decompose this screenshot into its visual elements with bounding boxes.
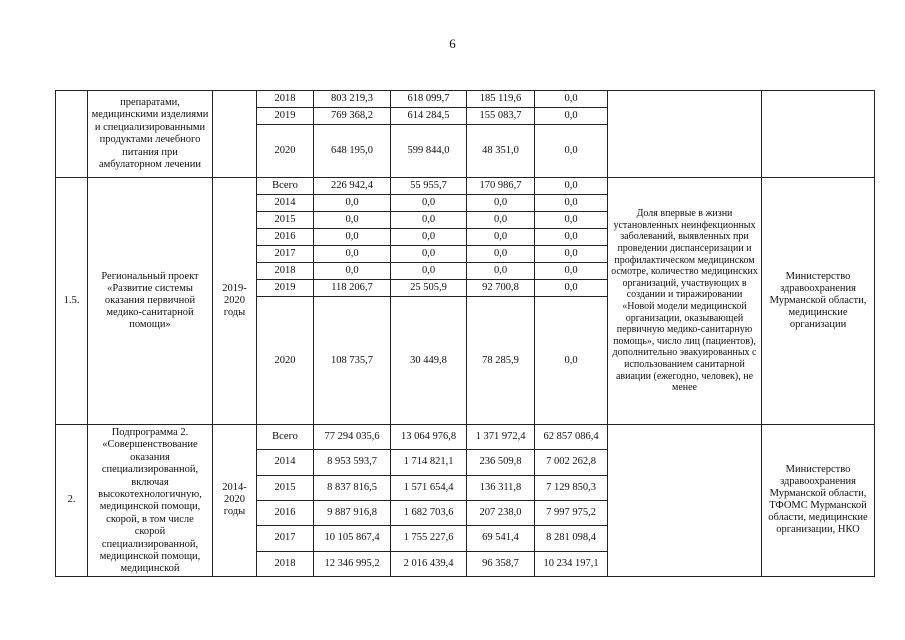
fund-cell: 0,0 bbox=[535, 91, 608, 108]
fund-cell: 0,0 bbox=[535, 195, 608, 212]
measure-name: Подпрограмма 2. «Совершенствование оказания специализированной, включая высокотехнологичную, медицинской помощи, скорой, в том числе скорой специализированной, медицинской помощи, медицинской bbox=[88, 425, 213, 577]
fund-cell: 30 449,8 bbox=[391, 297, 467, 425]
fund-cell: 207 238,0 bbox=[467, 500, 535, 525]
fund-cell: 185 119,6 bbox=[467, 91, 535, 108]
indicator-cell: Доля впервые в жизни установленных неинфекционных заболеваний, выявленных при проведении диспансеризации и профилактическом медицинском осмотре, количество медицинских организаций, участвующих в создании и тиражировании «Новой модели медицинской организации, оказывающей первичную медико-санитарную помощь», число лиц (пациентов), дополнительно эвакуированных с использованием санитарной авиации (ежегодно, человек), не менее bbox=[608, 178, 762, 425]
fund-cell: 0,0 bbox=[391, 212, 467, 229]
year-cell: 2014 bbox=[257, 450, 314, 475]
year-cell: 2018 bbox=[257, 263, 314, 280]
fund-cell: 614 284,5 bbox=[391, 108, 467, 125]
fund-cell: 1 755 227,6 bbox=[391, 526, 467, 551]
fund-cell: 1 371 972,4 bbox=[467, 425, 535, 450]
year-cell: Всего bbox=[257, 178, 314, 195]
fund-cell: 0,0 bbox=[535, 212, 608, 229]
fund-cell: 0,0 bbox=[391, 246, 467, 263]
period-cell: 2019-2020 годы bbox=[213, 178, 257, 425]
year-cell: 2014 bbox=[257, 195, 314, 212]
year-cell: Всего bbox=[257, 425, 314, 450]
year-cell: 2019 bbox=[257, 108, 314, 125]
fund-cell: 0,0 bbox=[467, 212, 535, 229]
total-cell: 0,0 bbox=[314, 263, 391, 280]
year-cell: 2017 bbox=[257, 526, 314, 551]
indicator-cell bbox=[608, 91, 762, 178]
fund-cell: 25 505,9 bbox=[391, 280, 467, 297]
fund-cell: 7 129 850,3 bbox=[535, 475, 608, 500]
year-cell: 2016 bbox=[257, 229, 314, 246]
year-cell: 2015 bbox=[257, 475, 314, 500]
year-cell: 2016 bbox=[257, 500, 314, 525]
fund-cell: 7 997 975,2 bbox=[535, 500, 608, 525]
year-cell: 2019 bbox=[257, 280, 314, 297]
year-cell: 2018 bbox=[257, 91, 314, 108]
year-cell: 2017 bbox=[257, 246, 314, 263]
fund-cell: 170 986,7 bbox=[467, 178, 535, 195]
period-cell bbox=[213, 91, 257, 178]
fund-cell: 0,0 bbox=[535, 297, 608, 425]
fund-cell: 0,0 bbox=[535, 229, 608, 246]
total-cell: 9 887 916,8 bbox=[314, 500, 391, 525]
fund-cell: 0,0 bbox=[467, 195, 535, 212]
executor-cell: Министерство здравоохранения Мурманской области, медицинские организации bbox=[762, 178, 875, 425]
total-cell: 118 206,7 bbox=[314, 280, 391, 297]
total-cell: 8 837 816,5 bbox=[314, 475, 391, 500]
fund-cell: 1 682 703,6 bbox=[391, 500, 467, 525]
fund-cell: 136 311,8 bbox=[467, 475, 535, 500]
fund-cell: 0,0 bbox=[535, 280, 608, 297]
total-cell: 108 735,7 bbox=[314, 297, 391, 425]
period-cell: 2014-2020 годы bbox=[213, 425, 257, 577]
indicator-cell bbox=[608, 425, 762, 577]
year-cell: 2015 bbox=[257, 212, 314, 229]
fund-cell: 0,0 bbox=[535, 263, 608, 280]
fund-cell: 62 857 086,4 bbox=[535, 425, 608, 450]
fund-cell: 599 844,0 bbox=[391, 125, 467, 178]
total-cell: 12 346 995,2 bbox=[314, 551, 391, 576]
total-cell: 803 219,3 bbox=[314, 91, 391, 108]
fund-cell: 0,0 bbox=[467, 246, 535, 263]
num-cell bbox=[56, 91, 88, 178]
table-row bbox=[56, 425, 875, 450]
fund-cell: 55 955,7 bbox=[391, 178, 467, 195]
fund-cell: 236 509,8 bbox=[467, 450, 535, 475]
year-cell: 2020 bbox=[257, 125, 314, 178]
total-cell: 0,0 bbox=[314, 212, 391, 229]
table-row bbox=[56, 91, 875, 108]
fund-cell: 13 064 976,8 bbox=[391, 425, 467, 450]
executor-cell: Министерство здравоохранения Мурманской области, ТФОМС Мурманской области, медицинские организации, НКО bbox=[762, 425, 875, 577]
table-row bbox=[56, 178, 875, 195]
total-cell: 769 368,2 bbox=[314, 108, 391, 125]
fund-cell: 0,0 bbox=[391, 263, 467, 280]
year-cell: 2020 bbox=[257, 297, 314, 425]
fund-cell: 618 099,7 bbox=[391, 91, 467, 108]
fund-cell: 0,0 bbox=[467, 229, 535, 246]
total-cell: 0,0 bbox=[314, 246, 391, 263]
num-cell: 2. bbox=[56, 425, 88, 577]
fund-cell: 92 700,8 bbox=[467, 280, 535, 297]
page-number: 6 bbox=[449, 36, 456, 51]
total-cell: 226 942,4 bbox=[314, 178, 391, 195]
total-cell: 77 294 035,6 bbox=[314, 425, 391, 450]
executor-cell bbox=[762, 91, 875, 178]
fund-cell: 7 002 262,8 bbox=[535, 450, 608, 475]
fund-cell: 0,0 bbox=[467, 263, 535, 280]
fund-cell: 1 714 821,1 bbox=[391, 450, 467, 475]
measure-name: препаратами, медицинскими изделиями и специализированными продуктами лечебного питания при амбулаторном лечении bbox=[88, 91, 213, 178]
fund-cell: 8 281 098,4 bbox=[535, 526, 608, 551]
fund-cell: 0,0 bbox=[535, 125, 608, 178]
fund-cell: 0,0 bbox=[535, 108, 608, 125]
fund-cell: 48 351,0 bbox=[467, 125, 535, 178]
fund-cell: 2 016 439,4 bbox=[391, 551, 467, 576]
num-cell: 1.5. bbox=[56, 178, 88, 425]
total-cell: 8 953 593,7 bbox=[314, 450, 391, 475]
fund-cell: 96 358,7 bbox=[467, 551, 535, 576]
fund-cell: 0,0 bbox=[535, 178, 608, 195]
fund-cell: 155 083,7 bbox=[467, 108, 535, 125]
fund-cell: 0,0 bbox=[391, 229, 467, 246]
total-cell: 0,0 bbox=[314, 195, 391, 212]
program-table bbox=[55, 90, 875, 577]
fund-cell: 10 234 197,1 bbox=[535, 551, 608, 576]
fund-cell: 0,0 bbox=[391, 195, 467, 212]
fund-cell: 69 541,4 bbox=[467, 526, 535, 551]
total-cell: 0,0 bbox=[314, 229, 391, 246]
measure-name: Региональный проект «Развитие системы оказания первичной медико-санитарной помощи» bbox=[88, 178, 213, 425]
fund-cell: 0,0 bbox=[535, 246, 608, 263]
year-cell: 2018 bbox=[257, 551, 314, 576]
total-cell: 10 105 867,4 bbox=[314, 526, 391, 551]
fund-cell: 1 571 654,4 bbox=[391, 475, 467, 500]
total-cell: 648 195,0 bbox=[314, 125, 391, 178]
fund-cell: 78 285,9 bbox=[467, 297, 535, 425]
